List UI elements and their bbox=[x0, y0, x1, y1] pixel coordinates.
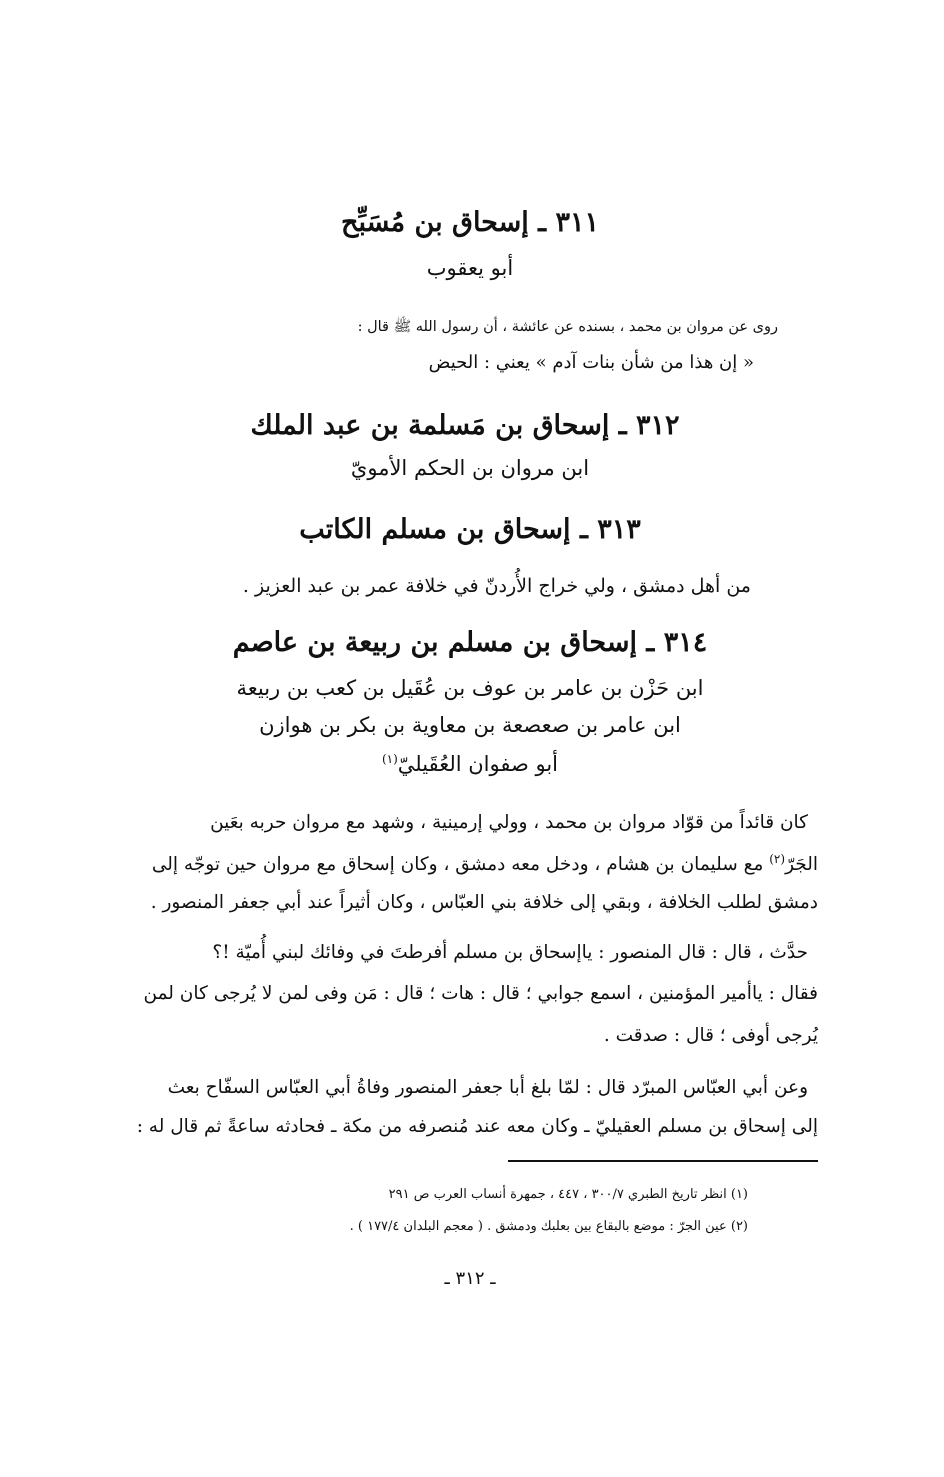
entry-311-title: ٣١١ ـ إسحاق بن مُسَبِّح bbox=[341, 207, 599, 238]
entry-314-lineage-1: ابن حَزْن بن عامر بن عوف بن عُقَيل بن كعب بن ربيعة bbox=[236, 676, 704, 700]
paragraph-1-line-2-text: مع سليمان بن هشام ، ودخل معه دمشق ، وكان إسحاق مع مروان حين توجّه إلى bbox=[151, 854, 770, 876]
entry-314-lineage-2: ابن عامر بن صعصعة بن معاوية بن بكر بن هوازن bbox=[259, 713, 681, 737]
entry-312-title: ٣١٢ ـ إسحاق بن مَسلمة بن عبد الملك bbox=[250, 410, 680, 441]
page-number: ـ ٣١٢ ـ bbox=[444, 1268, 496, 1289]
entry-312-subtitle: ابن مروان بن الحكم الأمويّ bbox=[350, 456, 590, 480]
footnote-separator bbox=[508, 1160, 818, 1162]
paragraph-1-line-1: كان قائداً من قوّاد مروان بن محمد ، وولي إرمينية ، وشهد مع مروان حربه بعَين bbox=[210, 812, 808, 833]
footnote-ref-1: (١) bbox=[381, 752, 398, 766]
footnote-ref-2: (٢) bbox=[769, 852, 786, 866]
paragraph-3-line-1: وعن أبي العبّاس المبرّد قال : لمّا بلغ أبا جعفر المنصور وفاةُ أبي العبّاس السفّاح بعث bbox=[167, 1077, 808, 1098]
entry-311-line-1: روى عن مروان بن محمد ، بسنده عن عائشة ، أن رسول الله ﷺ قال : bbox=[357, 319, 778, 335]
paragraph-2-line-1: حدَّث ، قال : قال المنصور : ياإسحاق بن مسلم أفرطتَ في وفائك لبني أُميّة !؟ bbox=[212, 942, 808, 963]
paragraph-1-line-3: دمشق لطلب الخلافة ، وبقي إلى خلافة بني العبّاس ، وكان أثيراً عند أبي جعفر المنصور . bbox=[150, 892, 818, 913]
entry-313-title: ٣١٣ ـ إسحاق بن مسلم الكاتب bbox=[299, 514, 641, 545]
entry-314-kunya bbox=[340, 752, 600, 776]
footnote-1: (١) انظر تاريخ الطبري ٣٠٠/٧ ، ٤٤٧ ، جمهرة أنساب العرب ص ٢٩١ bbox=[388, 1187, 748, 1202]
paragraph-2-line-3: يُرجى أوفى ؛ قال : صدقت . bbox=[603, 1025, 818, 1046]
entry-313-text: من أهل دمشق ، ولي خراج الأُردنّ في خلافة عمر بن عبد العزيز . bbox=[242, 575, 751, 597]
entry-311-line-2: « إن هذا من شأن بنات آدم » يعني : الحيض bbox=[428, 352, 754, 373]
entry-314-kunya-text: أبو صفوان العُقَيليّ bbox=[397, 752, 559, 776]
entry-314-title: ٣١٤ ـ إسحاق بن مسلم بن ربيعة بن عاصم bbox=[232, 627, 708, 658]
paragraph-1-line-2 bbox=[152, 852, 818, 875]
paragraph-3-line-2: إلى إسحاق بن مسلم العقيليّ ـ وكان معه عند مُنصرفه من مكة ـ فحادثه ساعةً ثم قال له : bbox=[136, 1116, 818, 1137]
footnote-2: (٢) عين الجرّ : موضع بالبقاع بين بعلبك ودمشق . ( معجم البلدان ١٧٧/٤ ) . bbox=[349, 1219, 748, 1234]
entry-311-kunya: أبو يعقوب bbox=[426, 256, 514, 280]
paragraph-2-line-2: فقال : ياأمير المؤمنين ، اسمع جوابي ؛ قال : هات ؛ قال : مَن وفى لمن لا يُرجى كان لمن bbox=[143, 983, 818, 1004]
paragraph-1-place: الجَرّ bbox=[785, 854, 818, 876]
